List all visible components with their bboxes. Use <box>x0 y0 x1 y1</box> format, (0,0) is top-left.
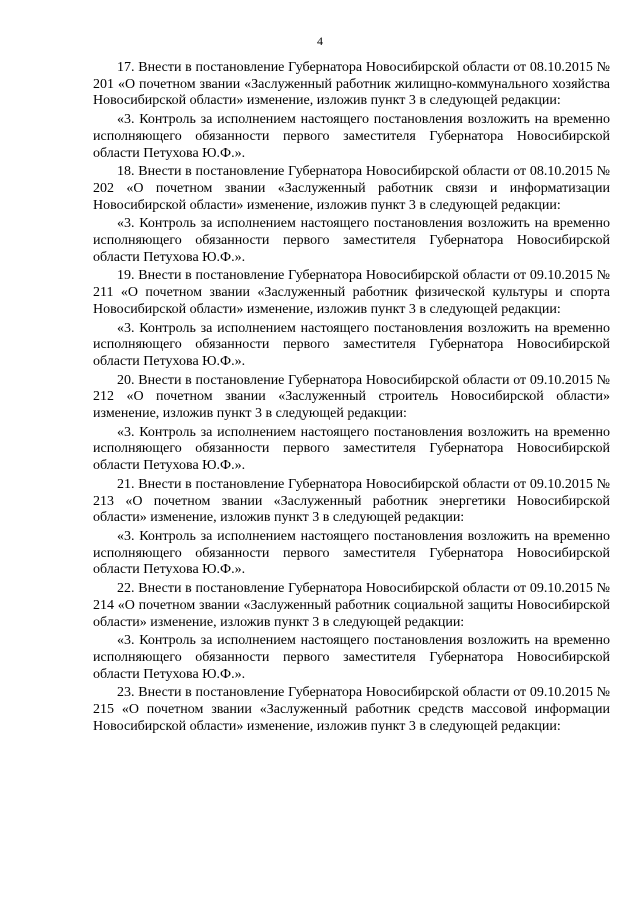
paragraph-quote-17: «3. Контроль за исполнением настоящего постановления возложить на временно исполняющего обязанности первого заместителя Губернатора Новосибирской области Петухова Ю.Ф.». <box>93 112 610 161</box>
paragraph-quote-21: «3. Контроль за исполнением настоящего постановления возложить на временно исполняющего обязанности первого заместителя Губернатора Новосибирской области Петухова Ю.Ф.». <box>93 528 610 578</box>
paragraph-quote-20: «3. Контроль за исполнением настоящего постановления возложить на временно исполняющего обязанности первого заместителя Губернатора Новосибирской области Петухова Ю.Ф.». <box>93 424 610 474</box>
paragraph-item-19: 19. Внести в постановление Губернатора Новосибирской области от 09.10.2015 № 211 «О почетном звании «Заслуженный работник физической культуры и спорта Новосибирской области» изменение, изложив пункт 3 в следующей редакции: <box>93 268 610 317</box>
paragraph-item-20: 20. Внести в постановление Губернатора Новосибирской области от 09.10.2015 № 212 «О почетном звании «Заслуженный строитель Новосибирской области» изменение, изложив пункт 3 в следующей редакции: <box>93 372 610 422</box>
paragraph-quote-18: «3. Контроль за исполнением настоящего постановления возложить на временно исполняющего обязанности первого заместителя Губернатора Новосибирской области Петухова Ю.Ф.». <box>93 216 610 265</box>
paragraph-quote-22: «3. Контроль за исполнением настоящего постановления возложить на временно исполняющего обязанности первого заместителя Губернатора Новосибирской области Петухова Ю.Ф.». <box>93 633 610 682</box>
page-number: 4 <box>317 34 323 48</box>
paragraph-item-23: 23. Внести в постановление Губернатора Новосибирской области от 09.10.2015 № 215 «О почетном звании «Заслуженный работник средств массовой информации Новосибирской области» изменение, изложив пункт 3 в следующей редакции: <box>93 685 610 734</box>
paragraph-item-22: 22. Внести в постановление Губернатора Новосибирской области от 09.10.2015 № 214 «О почетном звании «Заслуженный работник социальной защиты Новосибирской области» изменение, изложив пункт 3 в следующей редакции: <box>93 581 610 630</box>
paragraph-item-18: 18. Внести в постановление Губернатора Новосибирской области от 08.10.2015 № 202 «О почетном звании «Заслуженный работник связи и информатизации Новосибирской области» изменение, изложив пункт 3 в следующей редакции: <box>93 164 610 213</box>
paragraph-item-21: 21. Внести в постановление Губернатора Новосибирской области от 09.10.2015 № 213 «О почетном звании «Заслуженный работник энергетики Новосибирской области» изменение, изложив пункт 3 в следующей редакции: <box>93 476 610 526</box>
paragraph-quote-19: «3. Контроль за исполнением настоящего постановления возложить на временно исполняющего обязанности первого заместителя Губернатора Новосибирской области Петухова Ю.Ф.». <box>93 320 610 369</box>
paragraph-item-17: 17. Внести в постановление Губернатора Новосибирской области от 08.10.2015 № 201 «О почетном звании «Заслуженный работник жилищно-коммунального хозяйства Новосибирской области» изменение, изложив пункт 3 в следующей редакции: <box>93 60 610 109</box>
document-body <box>93 60 610 737</box>
